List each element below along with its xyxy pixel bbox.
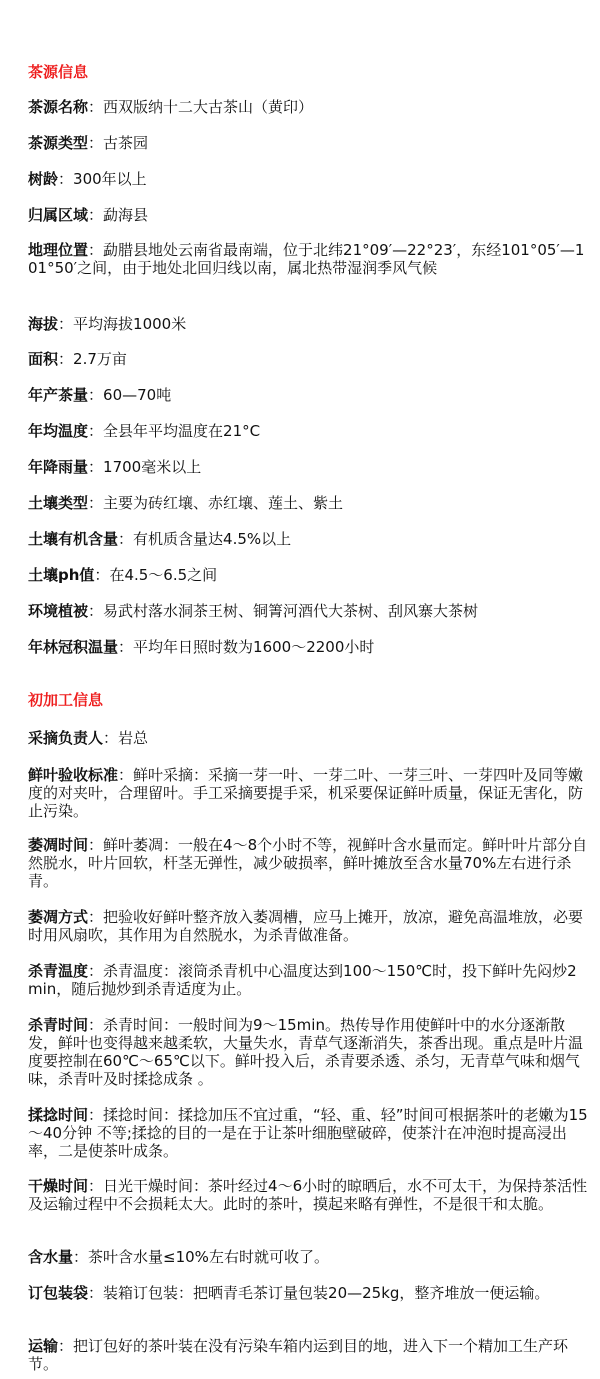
item-label: 年均温度 <box>28 422 89 440</box>
item-value: 把验收好鲜叶整齐放入萎凋槽，应马上摊开，放凉，避免高温堆放，必要时用风扇吹，其作用为自然脱水，为杀青做准备。 <box>28 908 584 944</box>
item-label: 海拔 <box>28 315 59 333</box>
item-label: 年降雨量 <box>28 458 89 476</box>
info-item-avg-temperature: 年均温度：全县年平均温度在21°C <box>28 422 261 440</box>
item-value: 有机质含量达4.5%以上 <box>133 530 292 548</box>
info-item-tea-source-type: 茶源类型：古茶园 <box>28 134 149 152</box>
item-value: 1700毫米以上 <box>103 458 202 476</box>
item-value: 杀青时间：一般时间为9～15min。热传导作用使鲜叶中的水分逐渐散发，鲜叶也变得越来越柔软，大量失水，青草气逐渐消失，茶香出现。重点是叶片温度要控制在60℃～65℃以下。鲜叶投入后，杀青要杀透、杀匀，无青草气味和烟气味，杀青叶及时揉捻成条 。 <box>28 1016 584 1088</box>
item-label: 茶源类型 <box>28 134 89 152</box>
item-label: 揉捻时间 <box>28 1106 89 1124</box>
item-value: 60—70吨 <box>103 386 172 404</box>
item-value: 杀青温度：滚筒杀青机中心温度达到100～150℃时，投下鲜叶先闷炒2min，随后抛炒到杀青适度为止。 <box>28 962 577 998</box>
info-item-annual-output: 年产茶量：60—70吨 <box>28 386 172 404</box>
item-label: 归属区域 <box>28 206 89 224</box>
info-item-transport: 运输：把订包好的茶叶装在没有污染车箱内运到目的地，进入下一个精加工生产环节。 <box>28 1337 569 1373</box>
info-item-fixing-time: 杀青时间：杀青时间：一般时间为9～15min。热传导作用使鲜叶中的水分逐渐散发，鲜叶也变得越来越柔软，大量失水，青草气逐渐消失，茶香出现。重点是叶片温度要控制在60℃～65℃以下。鲜叶投入后，杀青要杀透、杀匀，无青草气味和烟气味，杀青叶及时揉捻成条 。 <box>28 1016 584 1088</box>
item-label: 环境植被 <box>28 602 89 620</box>
item-label: 萎凋时间 <box>28 836 89 854</box>
info-item-moisture: 含水量：茶叶含水量≤10%左右时就可收了。 <box>28 1248 329 1266</box>
item-value: 把订包好的茶叶装在没有污染车箱内运到目的地，进入下一个精加工生产环节。 <box>28 1337 569 1373</box>
info-item-leaf-standard: 鲜叶验收标准：鲜叶采摘：采摘一芽一叶、一芽二叶、一芽三叶、一芽四叶及同等嫩度的对夹叶，合理留叶。手工采摘要提手采，机采要保证鲜叶质量，保证无害化，防止污染。 <box>28 766 584 820</box>
info-item-tea-source-name: 茶源名称：西双版纳十二大古茶山（黄印） <box>28 98 314 116</box>
item-value: 平均年日照时数为1600～2200小时 <box>133 638 375 656</box>
info-item-packaging: 订包装袋：装箱订包装：把晒青毛茶订量包装20—25kg，整齐堆放一便运输。 <box>28 1284 550 1302</box>
item-label: 土壤ph值 <box>28 566 95 584</box>
item-value: 鲜叶采摘：采摘一芽一叶、一芽二叶、一芽三叶、一芽四叶及同等嫩度的对夹叶，合理留叶。手工采摘要提手采，机采要保证鲜叶质量，保证无害化，防止污染。 <box>28 766 584 820</box>
info-item-withering-time: 萎凋时间：鲜叶萎凋：一般在4～8个小时不等，视鲜叶含水量而定。鲜叶叶片部分自然脱水，叶片回软，杆茎无弹性，减少破损率，鲜叶摊放至含水量70%左右进行杀青。 <box>28 836 588 890</box>
item-value: 装箱订包装：把晒青毛茶订量包装20—25kg，整齐堆放一便运输。 <box>103 1284 550 1302</box>
item-label: 年产茶量 <box>28 386 89 404</box>
item-value: 主要为砖红壤、赤红壤、莲土、紫土 <box>103 494 344 512</box>
item-label: 地理位置 <box>28 241 89 259</box>
item-label: 杀青温度 <box>28 962 89 980</box>
item-value: 古茶园 <box>103 134 149 152</box>
info-item-soil-ph: 土壤ph值：在4.5～6.5之间 <box>28 566 218 584</box>
item-label: 萎凋方式 <box>28 908 89 926</box>
item-value: 全县年平均温度在21°C <box>103 422 261 440</box>
info-item-tree-age: 树龄：300年以上 <box>28 170 147 188</box>
item-label: 年林冠积温量 <box>28 638 119 656</box>
item-label: 采摘负责人 <box>28 729 104 747</box>
item-value: 茶叶含水量≤10%左右时就可收了。 <box>88 1248 329 1266</box>
item-label: 土壤类型 <box>28 494 89 512</box>
item-label: 含水量 <box>28 1248 74 1266</box>
info-item-drying-time: 干燥时间：日光干燥时间：茶叶经过4～6小时的晾晒后，水不可太干，为保持茶活性及运输过程中不会损耗太大。此时的茶叶，摸起来略有弹性，不是很干和太脆。 <box>28 1177 588 1213</box>
info-item-picker: 采摘负责人：岩总 <box>28 729 149 747</box>
item-value: 勐腊县地处云南省最南端，位于北纬21°09′—22°23′，东经101°05′—101°50′之间，由于地处北回归线以南，属北热带湿润季风气候 <box>28 241 585 277</box>
item-value: 易武村落水洞茶王树、铜箐河酒代大茶树、刮风寨大茶树 <box>103 602 479 620</box>
info-item-location: 地理位置：勐腊县地处云南省最南端，位于北纬21°09′—22°23′，东经101°05′—101°50′之间，由于地处北回归线以南，属北热带湿润季风气候 <box>28 241 585 277</box>
info-item-vegetation: 环境植被：易武村落水洞茶王树、铜箐河酒代大茶树、刮风寨大茶树 <box>28 602 479 620</box>
info-item-region: 归属区域：勐海县 <box>28 206 149 224</box>
section-title-primary-processing: 初加工信息 <box>28 691 104 709</box>
item-label: 面积 <box>28 350 59 368</box>
item-label: 杀青时间 <box>28 1016 89 1034</box>
item-value: 岩总 <box>118 729 149 747</box>
item-label: 树龄 <box>28 170 59 188</box>
item-value: 勐海县 <box>103 206 149 224</box>
section-title-tea-source: 茶源信息 <box>28 63 89 81</box>
info-item-fixing-temperature: 杀青温度：杀青温度：滚筒杀青机中心温度达到100～150℃时，投下鲜叶先闷炒2min，随后抛炒到杀青适度为止。 <box>28 962 577 998</box>
info-item-rainfall: 年降雨量：1700毫米以上 <box>28 458 202 476</box>
info-item-canopy-heat: 年林冠积温量：平均年日照时数为1600～2200小时 <box>28 638 375 656</box>
info-item-soil-organic: 土壤有机含量：有机质含量达4.5%以上 <box>28 530 292 548</box>
item-label: 茶源名称 <box>28 98 89 116</box>
item-label: 土壤有机含量 <box>28 530 119 548</box>
item-label: 干燥时间 <box>28 1177 89 1195</box>
info-item-altitude: 海拔：平均海拔1000米 <box>28 315 187 333</box>
item-value: 西双版纳十二大古茶山（黄印） <box>103 98 314 116</box>
item-value: 300年以上 <box>73 170 147 188</box>
info-item-withering-method: 萎凋方式：把验收好鲜叶整齐放入萎凋槽，应马上摊开，放凉，避免高温堆放，必要时用风扇吹，其作用为自然脱水，为杀青做准备。 <box>28 908 584 944</box>
item-value: 鲜叶萎凋：一般在4～8个小时不等，视鲜叶含水量而定。鲜叶叶片部分自然脱水，叶片回软，杆茎无弹性，减少破损率，鲜叶摊放至含水量70%左右进行杀青。 <box>28 836 588 890</box>
info-item-soil-type: 土壤类型：主要为砖红壤、赤红壤、莲土、紫土 <box>28 494 344 512</box>
item-label: 订包装袋 <box>28 1284 89 1302</box>
item-value: 2.7万亩 <box>73 350 127 368</box>
info-item-rolling-time: 揉捻时间：揉捻时间：揉捻加压不宜过重，“轻、重、轻”时间可根据茶叶的老嫩为15～40分钟 不等;揉捻的目的一是在于让茶叶细胞壁破碎，使茶汁在冲泡时提高浸出率，二是使茶叶成条。 <box>28 1106 588 1160</box>
item-value: 揉捻时间：揉捻加压不宜过重，“轻、重、轻”时间可根据茶叶的老嫩为15～40分钟 不等;揉捻的目的一是在于让茶叶细胞壁破碎，使茶汁在冲泡时提高浸出率，二是使茶叶成条。 <box>28 1106 588 1160</box>
item-label: 鲜叶验收标准 <box>28 766 119 784</box>
item-value: 平均海拔1000米 <box>73 315 187 333</box>
info-item-area: 面积：2.7万亩 <box>28 350 127 368</box>
item-label: 运输 <box>28 1337 59 1355</box>
item-value: 在4.5～6.5之间 <box>109 566 218 584</box>
item-value: 日光干燥时间：茶叶经过4～6小时的晾晒后，水不可太干，为保持茶活性及运输过程中不会损耗太大。此时的茶叶，摸起来略有弹性，不是很干和太脆。 <box>28 1177 588 1213</box>
